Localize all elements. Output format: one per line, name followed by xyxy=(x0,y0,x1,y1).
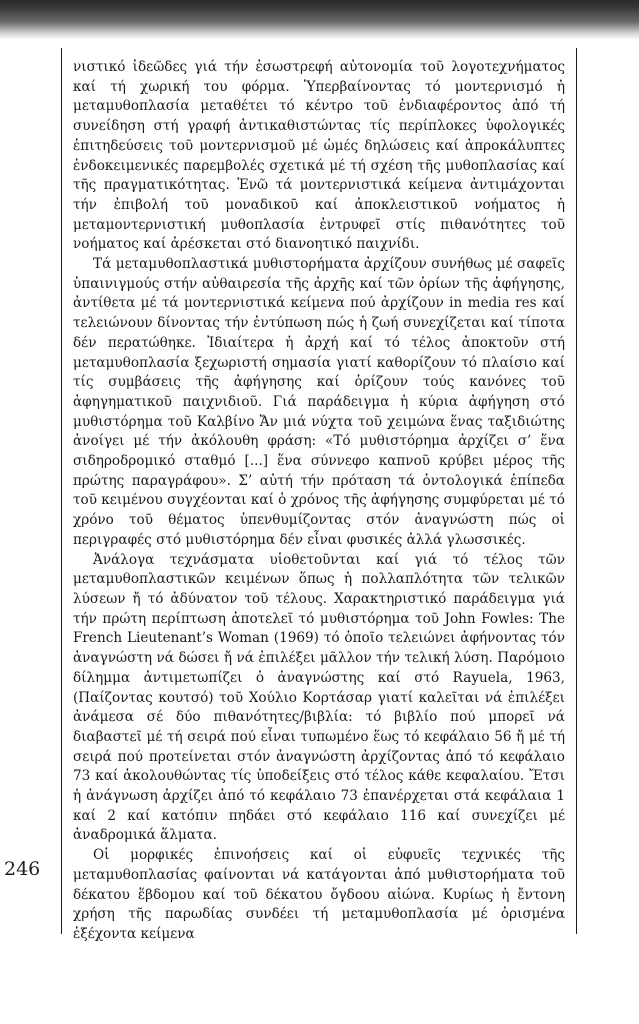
scan-top-edge xyxy=(0,0,639,40)
body-text xyxy=(73,58,565,945)
paragraph-openings: Τά μεταμυθοπλαστικά μυθιστορήματα ἀρχίζουν συνήθως μέ σαφεῖς ὑπαινιγμούς στήν αὐθαιρεσία τῆς ἀρχῆς καί τῶν ὁρίων τῆς ἀφήγησης, ἀντίθετα μέ τά μοντερνιστικά κείμενα πού ἀρχίζουν in media res καί τελειώνουν δίνοντας τήν ἐντύπωση πώς ἡ ζωή συνεχίζεται καί τίποτα δέν περατώθηκε. Ἰδιαίτερα ἡ ἀρχή καί τό τέλος ἀποκτοῦν στή μεταμυθοπλασία ξεχωριστή σημασία γιατί καθορίζουν τό πλαίσιο καί τίς συμβάσεις τῆς ἀφήγησης καί ὁρίζουν τούς κανόνες τοῦ ἀφηγηματικοῦ παιχνιδιοῦ. Γιά παράδειγμα ἡ κύρια ἀφήγηση στό μυθιστόρημα τοῦ Καλβίνο Ἄν μιά νύχτα τοῦ χειμώνα ἕνας ταξιδιώτης ἀνοίγει μέ τήν ἀκόλουθη φράση: «Τό μυθιστόρημα ἀρχίζει σ’ ἕνα σιδηροδρομικό σταθμό [...] ἕνα σύννεφο καπνοῦ κρύβει μέρος τῆς πρώτης παραγράφου». Σ’ αὐτή τήν πρόταση τά ὀντολογικά ἐπίπεδα τοῦ κειμένου συγχέονται καί ὁ χρόνος τῆς ἀφήγησης συμφύρεται μέ τό χρόνο τοῦ θέματος ὑπενθυμίζοντας στόν ἀναγνώστη πώς οἱ περιγραφές στό μυθιστόρημα δέν εἶναι φυσικές ἀλλά γλωσσικές. xyxy=(73,256,565,548)
paragraph-endings: Ἀνάλογα τεχνάσματα υἱοθετοῦνται καί γιά τό τέλος τῶν μεταμυθοπλαστικῶν κειμένων ὅπως ἡ πολλαπλότητα τῶν τελικῶν λύσεων ἤ τό ἀδύνατον τοῦ τέλους. Χαρακτηριστικό παράδειγμα γιά τήν πρώτη περίπτωση ἀποτελεῖ τό μυθιστόρημα τοῦ John Fowles: The French Lieutenant’s Woman (1969) τό ὁποῖο τελειώνει ἀφήνοντας τόν ἀναγνώστη νά δώσει ἤ νά ἐπιλέξει μᾶλλον τήν τελική λύση. Παρόμοιο δίλημμα ἀντιμετωπίζει ὁ ἀναγνώστης καί στό Rayuela, 1963, (Παίζοντας κουτσό) τοῦ Χούλιο Κορτάσαρ γιατί καλεῖται νά ἐπιλέξει ἀνάμεσα σέ δύο πιθανότητες/βιβλία: τό βιβλίο πού μπορεῖ νά διαβαστεῖ μέ τή σειρά πού εἶναι τυπωμένο ἕως τό κεφάλαιο 56 ἤ μέ τή σειρά πού προτείνεται στόν ἀναγνώστη ἀρχίζοντας ἀπό τό κεφάλαιο 73 καί ἀκολουθώντας τίς ὑποδείξεις στό τέλος κάθε κεφαλαίου. Ἔτσι ἡ ἀνάγνωση ἀρχίζει ἀπό τό κεφάλαιο 73 ἐπανέρχεται στά κεφάλαια 1 καί 2 καί κατόπιν πηδάει στό κεφάλαιο 116 καί συνεχίζει μέ ἀναδρομικά ἅλματα. xyxy=(73,551,565,844)
paragraph-continuation: νιστικό ἰδεῶδες γιά τήν ἐσωστρεφή αὐτονομία τοῦ λογοτεχνήματος καί τή χωρική του φόρμα. Ὑπερβαίνοντας τό μοντερνισμό ἡ μεταμυθοπλασία μεταθέτει τό κέντρο τοῦ ἐνδιαφέροντος ἀπό τή συνείδηση στή γραφή ἀντικαθιστώντας τίς περίπλοκες ὑφολογικές ἐπιτηδεύσεις τοῦ μοντερνισμοῦ μέ ὠμές δηλώσεις καί ἀπροκάλυπτες ἐνδοκειμενικές παρεμβολές σχετικά μέ τή σχέση τῆς μυθοπλασίας καί τῆς πραγματικότητας. Ἐνῶ τά μοντερνιστικά κείμενα ἀντιμάχονται τήν ἐπιβολή τοῦ μοναδικοῦ καί ἀποκλειστικοῦ νοήματος ἡ μεταμοντερνιστική μυθοπλασία ἐντρυφεῖ στίς πιθανότητες τοῦ νοήματος καί ἀρέσκεται στό διανοητικό παιχνίδι. xyxy=(73,59,565,253)
paragraph-origins: Οἱ μορφικές ἐπινοήσεις καί οἱ εὐφυεῖς τεχνικές τῆς μεταμυθοπλασίας φαίνονται νά κατάγονται ἀπό μυθιστορήματα τοῦ δέκατου ἕβδομου καί τοῦ δέκατου ὄγδοου αἰώνα. Κυρίως ἡ ἔντονη χρήση τῆς παρωδίας συνδέει τή μεταμυθοπλασία μέ ὁρισμένα ἐξέχοντα κείμενα xyxy=(73,847,565,942)
page-number: 246 xyxy=(4,858,41,880)
right-margin-rule xyxy=(576,48,577,934)
left-margin-rule xyxy=(61,48,62,934)
